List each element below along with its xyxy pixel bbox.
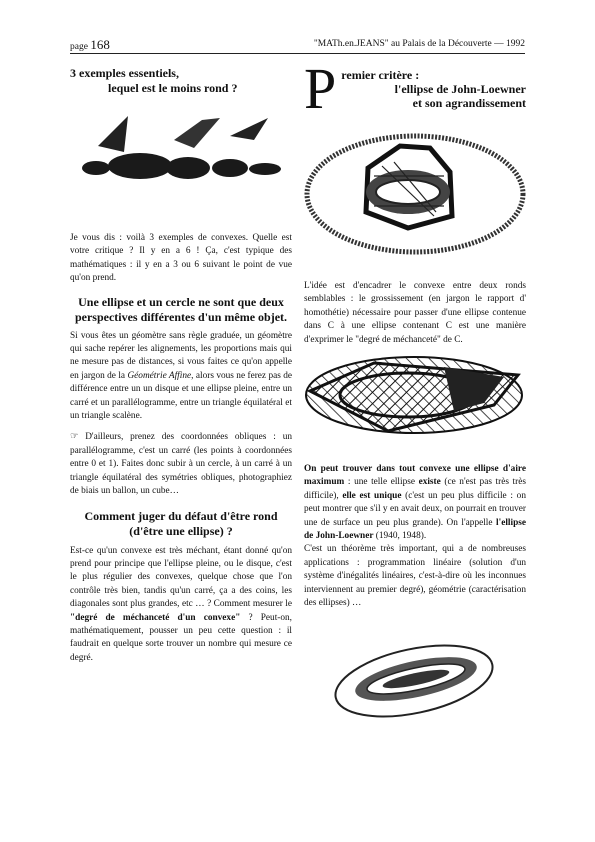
paragraph-nastiness: Est-ce qu'un convexe est très méchant, étant donné qu'on prend pour principe que l'ellipse pleine, ou le disque, c'est le plus régulier des convexes, quelque chose que l'on contrôle très bien, tandis qu'un carré, ça a des coins, les diagonales sont plus grandes, etc … ? Comment mesurer le "degré de méchanceté d'un convexe" ? Peut-on, mathématiquement, pousser un peu cette question : il faudrait en quelque sorte trouver un nombre qui mesure ce degré. (70, 545, 292, 663)
paragraph-existence: On peut trouver dans tout convexe une ellipse d'aire maximum : une telle ellipse existe (ce n'est pas très très difficile), elle est unique (c'est un peu plus difficile : on peut montrer que s'il y en avait deux, on pourrait en trouver une de surface un peu plus grande). On l'appelle l'ellipse de John-Loewner (1940, 1948). (304, 464, 526, 542)
disk-shapes (82, 153, 281, 179)
drop-cap: P (304, 56, 337, 121)
paragraph-idea: L'idée est d'encadrer le convexe entre deux ronds semblables : le grossissement (en jargon le rapport d' homothétie) nécessaire pour passer d'une ellipse contenue dans C à une ellipse contenant C est une manière d'exprimer le "degré de méchanceté" de C. (304, 281, 526, 345)
parallelogram-shape (174, 118, 220, 148)
triangle-shape (98, 116, 128, 152)
paragraph-oblique: ☞ D'ailleurs, prenez des coordonnées obliques : un parallélogramme, c'est un carré (les points à coordonnées entre 0 et 1). Faites donc subir à un cercle, à un carré à un triangle équilatéral des symétries obliques, photographiez de biais un ballon, un cube… (70, 432, 292, 497)
paragraph-intro: Je vous dis : voilà 3 exemples de convexes. Quelle est votre critique ? Il y en a 6 ! Ça, c'est typique des mathématiques : il y en a 3 ou 6 suivant le point de vue qu'on prend. (70, 233, 292, 284)
running-header (70, 37, 525, 54)
hatched-convex-figure (304, 347, 526, 447)
nested-ellipses-figure (304, 621, 526, 721)
pointing-hand-icon: ☞ (70, 432, 79, 443)
section-heading-first-criterion: P remier critère : l'ellipse de John-Loewner et son agrandissement (304, 56, 526, 121)
page-number: page 168 (70, 37, 110, 52)
section-heading-examples: 3 exemples essentiels, lequel est le moins rond ? (70, 66, 238, 95)
right-column (304, 56, 526, 721)
paragraph-affine: Si vous êtes un géomètre sans règle graduée, un géomètre qui sache repérer les alignements, les proportions mais qui ne mesure pas de distances, si vous faites ce qu'on appelle en jargon de la Géométrie Affine, alors vous ne ferez pas de différence entre un un disque et une ellipse pleine, entre un carré et un parallélogramme, entre un triangle équilatéral et un triangle scalène. (70, 330, 293, 422)
journal-title: "MATh.en.JEANS" au Palais de la Découverte — 1992 (313, 39, 525, 49)
thin-triangle-shape (230, 118, 268, 140)
section-heading-affine: Une ellipse et un cercle ne sont que deux perspectives différentes d'un même objet. (74, 294, 288, 324)
paragraph-theorem: C'est un théorème très important, qui a de nombreuses applications : programmation linéaire (solution d'un système d'inégalités linéaires, c'est-à-dire où les inconnues interviennent au premier degré), géométrie (caractérisation des ellipses) … (304, 544, 526, 609)
left-column (70, 66, 292, 665)
john-loewner-ellipse-figure (304, 116, 526, 266)
three-convex-examples-figure (70, 96, 292, 186)
section-heading-defect: Comment juger du défaut d'être rond (d'être une ellipse) ? (84, 508, 278, 538)
